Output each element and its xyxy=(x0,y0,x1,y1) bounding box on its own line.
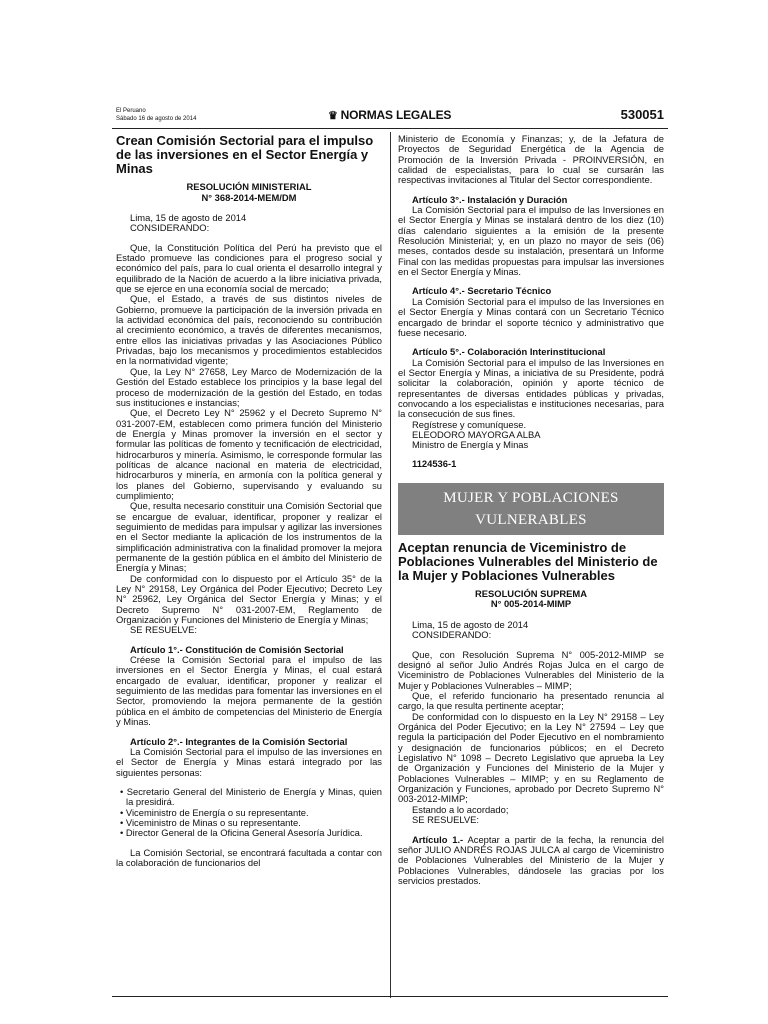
section-banner-line2: VULNERABLES xyxy=(475,511,587,528)
doc1-place-date: Lima, 15 de agosto de 2014 xyxy=(130,212,247,223)
doc1-paragraph: De conformidad con lo dispuesto por el Artículo 35° de la Ley N° 29158, Ley Orgánica del Poder Ejecutivo; Decreto Ley N° 25962, Ley Orgánica del Sector Energía y Minas; y el Decreto Supremo N° 031-2007-EM, Reglamento de Organización y Funciones del Ministerio de Energía y Minas; xyxy=(116,572,382,626)
doc1-article2-title: Artículo 2°.- Integrantes de la Comisión Sectorial xyxy=(130,735,348,747)
doc1-code: 1124536-1 xyxy=(412,457,457,469)
doc2-paragraph: De conformidad con lo dispuesto en la Ley N° 29158 – Ley Orgánica del Poder Ejecutivo; en la Ley N° 27594 – Ley que regula la participación del Poder Ejecutivo en el nombramiento y designación de funcionarios públicos; en el Decreto Legislativo N° 1098 – Decreto Legislativo que aprueba la Ley de Organización y Funciones del Ministerio de la Mujer y Poblaciones Vulnerables – MIMP; y en su Reglamento de Organización y Funciones, aprobado por Decreto Supremo N° 003-2012-MIMP; xyxy=(398,710,664,805)
doc1-article2-continuation: La Comisión Sectorial, se encontrará facultada a contar con la colaboración de funcionarios del xyxy=(116,846,382,868)
doc1-paragraph: Que, la Constitución Política del Perú ha previsto que el Estado promueve las condiciones para el progreso social y económico del país, para lo cual orienta el desarrollo integral y equilibrado de la Nación de acuerdo a la libre iniciativa privada, que se ejerce en una economía social de mercado; xyxy=(116,241,382,295)
page-number: 530051 xyxy=(620,107,664,122)
doc1-article4-title: Artículo 4°.- Secretario Técnico xyxy=(412,285,552,297)
list-item: • Secretario General del Ministerio de Energía y Minas, quien la presidirá. xyxy=(120,785,382,808)
section-banner-line1: MUJER Y POBLACIONES xyxy=(443,489,619,506)
doc2-considerando: CONSIDERANDO: xyxy=(412,629,492,641)
list-item: • Viceministro de Energía o su representante. xyxy=(120,806,309,818)
doc1-paragraph: Que, el Estado, a través de sus distintos niveles de Gobierno, promueve la participación de la inversión privada en la actividad económica del país, reconociendo su contribución al crecimiento económico, a través de diferentes mecanismos, entre ellos las iniciativas privadas y las Asociaciones Público Privadas, bajo los mecanismos y procedimientos establecidos en la normatividad vigente; xyxy=(116,293,382,367)
left-column xyxy=(116,134,382,868)
doc1-article4-text: La Comisión Sectorial para el impulso de las Inversiones en el Sector Energía y Minas contará con un Secretario Técnico encargado de brindar el soporte técnico y administrativo que fuese necesario. xyxy=(398,295,664,338)
header-publication-block xyxy=(116,107,196,123)
publication-date: Sábado 16 de agosto de 2014 xyxy=(116,116,197,122)
right-column xyxy=(398,134,664,886)
doc1-resolution-type: RESOLUCIÓN MINISTERIAL xyxy=(186,181,312,192)
doc1-se-resuelve: SE RESUELVE: xyxy=(130,624,198,636)
doc1-article3-text: La Comisión Sectorial para el impulso de las Inversiones en el Sector Energía y Minas se instalará dentro de los diez (10) días calendario siguientes a la emisión de la presente Resolución Ministerial; y, en un plazo no mayor de seis (06) meses, contados desde su instalación, presentará un Informe Final con las medidas propuestas para impulsar las inversiones en el Sector Energía y Minas. xyxy=(398,204,664,278)
doc1-article3-title: Artículo 3°.- Instalación y Duración xyxy=(412,193,568,205)
doc2-resolution-header xyxy=(398,589,664,610)
doc1-resolution-header xyxy=(116,182,382,203)
doc2-paragraph: Que, con Resolución Suprema N° 005-2012-MIMP se designó al señor Julio Andrés Rojas Julca en el cargo de Viceministro de Poblaciones Vulnerables del Ministerio de la Mujer y Poblaciones Vulnerables – MIMP; xyxy=(398,648,664,691)
section-brand xyxy=(328,108,451,122)
doc1-paragraph: Que, la Ley N° 27658, Ley Marco de Modernización de la Gestión del Estado establece los principios y la base legal del proceso de modernización de la gestión del Estado, en todas sus instituciones e instancias; xyxy=(116,365,382,408)
list-item: • Viceministro de Minas o su representante. xyxy=(120,816,301,828)
page-header xyxy=(112,104,668,129)
doc2-paragraph: Estando a lo acordado; xyxy=(412,803,509,815)
newspaper-page xyxy=(112,104,668,1004)
doc2-place-date: Lima, 15 de agosto de 2014 xyxy=(412,618,529,630)
doc1-member-list xyxy=(116,787,382,839)
doc1-signer: ELEODORO MAYORGA ALBA xyxy=(412,428,541,440)
doc1-title: Crean Comisión Sectorial para el impulso de las inversiones en el Sector Energía y Minas xyxy=(116,133,374,176)
list-item: • Director General de la Oficina General Asesoría Jurídica. xyxy=(120,827,363,839)
doc2-article1-text: Aceptar a partir de la fecha, la renuncia del señor JULIO ANDRÉS ROJAS JULCA al cargo de Viceministro de Poblaciones Vulnerables del Ministerio de la Mujer y Poblaciones Vulnerables, dándosele las gracias por los servicios prestados. xyxy=(398,833,664,886)
doc1-signer-role: Ministro de Energía y Minas xyxy=(412,439,529,451)
doc1-article5-text: La Comisión Sectorial para el impulso de las Inversiones en el Sector Energía y Minas, a iniciativa de su Presidente, podrá solicitar la colaboración, opinión y aporte técnico de representantes de diversas entidades públicas y privadas, convocando a los especialistas e instituciones necesarias, para la consecución de sus fines. xyxy=(398,356,664,420)
page-footer-rule xyxy=(112,996,668,997)
doc1-paragraph: Que, el Decreto Ley N° 25962 y el Decreto Supremo N° 031-2007-EM, establecen como primera función del Ministerio de Energía y Minas promover la inversión en el sector y formular las políticas de fomento y tecnificación de electricidad, hidrocarburos y minería. Asimismo, le corresponde formular las políticas de alcance nacional en materia de electricidad, hidrocarburos y minería, en armonía con la política general y los planes del Gobierno, supervisando y evaluando su cumplimiento; xyxy=(116,407,382,501)
column-divider xyxy=(390,132,391,998)
doc2-resolution-type: RESOLUCIÓN SUPREMA xyxy=(475,587,587,599)
doc2-article1 xyxy=(398,835,664,887)
doc1-article2-continuation-2: Ministerio de Economía y Finanzas; y, de la Jefatura de Proyectos de Seguridad Energética de la Agencia de Promoción de la Inversión Privada - PROINVERSIÓN, en calidad de especialistas, para lo cual se cursarán las respectivas invitaciones al Titular del Sector correspondiente. xyxy=(398,133,664,186)
doc1-considerando: CONSIDERANDO: xyxy=(130,222,210,234)
doc1-article2-text: La Comisión Sectorial para el impulso de las inversiones en el Sector de Energía y Minas estará integrado por las siguientes personas: xyxy=(116,745,382,778)
doc1-resolution-number: N° 368-2014-MEM/DM xyxy=(201,191,297,203)
brand-label: NORMAS LEGALES xyxy=(340,108,452,122)
doc1-article1-title: Artículo 1°.- Constitución de Comisión Sectorial xyxy=(130,643,344,655)
section-banner xyxy=(398,483,664,535)
doc1-article1-text: Créese la Comisión Sectorial para el impulso de las inversiones en el Sector Energía y Minas, el cual estará encargado de evaluar, identificar, proponer y realizar el seguimiento de las medidas para fomentar las inversiones en el Sector, promoviendo la mejora permanente de la gestión pública en el ámbito de competencias del Ministerio de Energía y Minas. xyxy=(116,654,382,728)
doc1-closing: Regístrese y comuníquese. xyxy=(412,418,527,430)
doc1-paragraph: Que, resulta necesario constituir una Comisión Sectorial que se encargue de evaluar, identificar, proponer y realizar el seguimiento de medidas para impulsar y agilizar las inversiones en el Sector mediante la aplicación de los instrumentos de la simplificación administrativa con la finalidad promover la mejora permanente de la gestión pública en el ámbito del Ministerio de Energía y Minas; xyxy=(116,500,382,574)
doc2-resolution-number: N° 005-2014-MIMP xyxy=(490,598,572,610)
doc1-article5-title: Artículo 5°.- Colaboración Interinstitucional xyxy=(412,346,606,358)
eagle-emblem-icon: ♛ xyxy=(328,110,338,122)
doc2-paragraph: Que, el referido funcionario ha presentado renuncia al cargo, la que resulta pertinente aceptar; xyxy=(398,690,664,712)
publication-name: El Peruano xyxy=(116,108,146,114)
doc2-article1-title: Artículo 1.- xyxy=(412,833,464,845)
doc2-se-resuelve: SE RESUELVE: xyxy=(412,814,480,826)
doc2-title: Aceptan renuncia de Viceministro de Poblaciones Vulnerables del Ministerio de la Mujer y Poblaciones Vulnerables xyxy=(398,539,658,583)
